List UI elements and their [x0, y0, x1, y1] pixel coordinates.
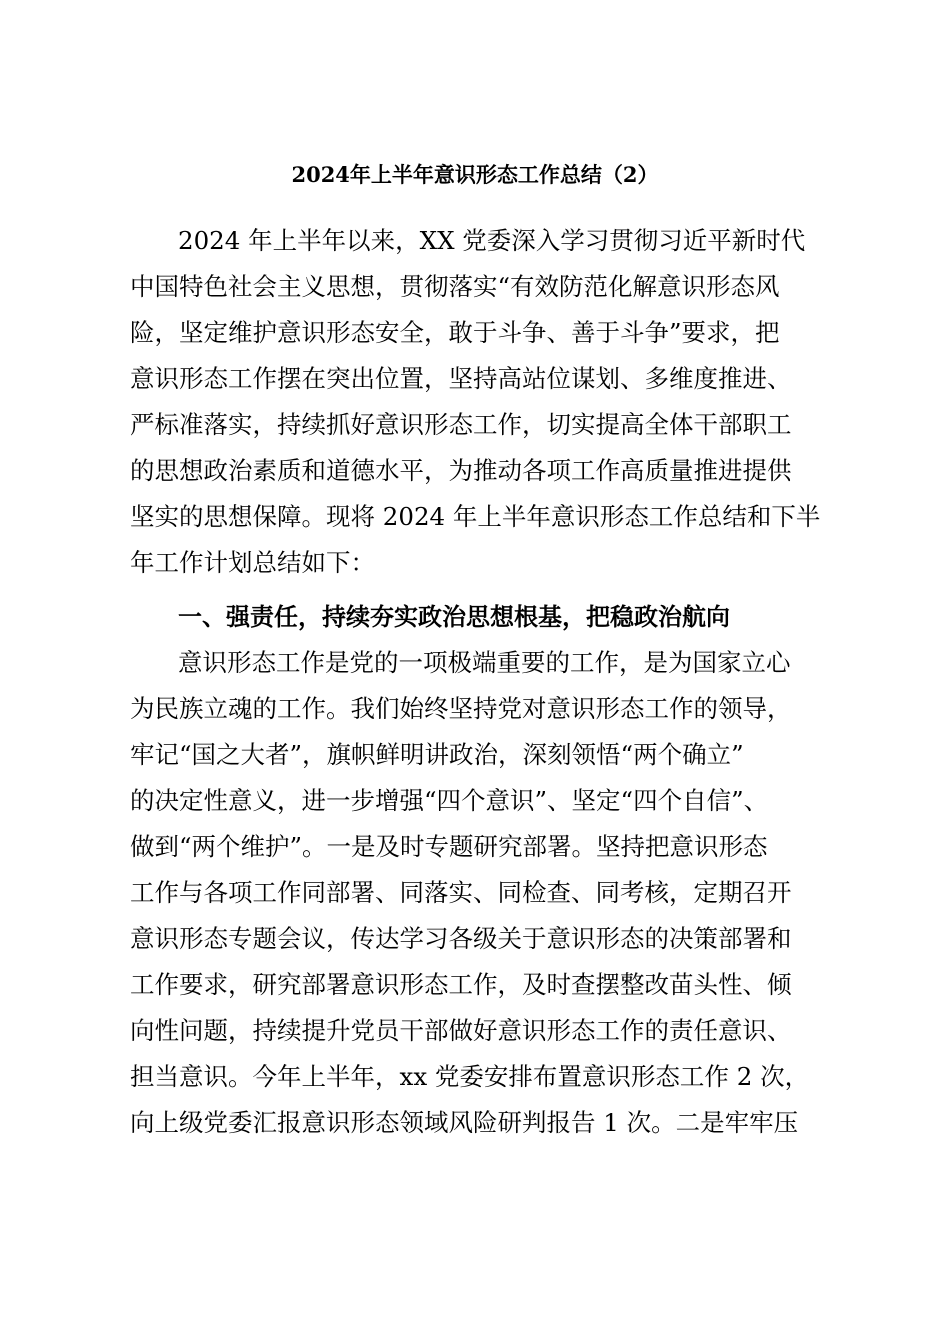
section-line: 的决定性意义，进一步增强“四个意识”、坚定“四个自信”、: [130, 786, 769, 815]
section-line: 工作与各项工作同部署、同落实、同检查、同考核，定期召开: [130, 878, 792, 907]
section-line: 担当意识。今年上半年，xx 党委安排布置意识形态工作 2 次，: [130, 1062, 810, 1091]
intro-line: 的思想政治素质和道德水平，为推动各项工作高质量推进提供: [130, 456, 792, 485]
intro-line: 中国特色社会主义思想，贯彻落实“有效防范化解意识形态风: [130, 272, 780, 301]
section-line: 牢记“国之大者”，旗帜鲜明讲政治，深刻领悟“两个确立”: [130, 740, 744, 769]
section-line: 意识形态工作是党的一项极端重要的工作，是为国家立心: [178, 648, 791, 677]
section-line: 向性问题，持续提升党员干部做好意识形态工作的责任意识、: [130, 1016, 792, 1045]
intro-line: 2024 年上半年以来，XX 党委深入学习贯彻习近平新时代: [178, 226, 806, 255]
intro-line: 意识形态工作摆在突出位置，坚持高站位谋划、多维度推进、: [130, 364, 792, 393]
section-line: 意识形态专题会议，传达学习各级关于意识形态的决策部署和: [130, 924, 792, 953]
section-heading: 一、强责任，持续夯实政治思想根基，把稳政治航向: [178, 603, 730, 631]
section-line: 做到“两个维护”。一是及时专题研究部署。坚持把意识形态: [130, 832, 768, 861]
section-line: 为民族立魂的工作。我们始终坚持党对意识形态工作的领导，: [130, 694, 792, 723]
document-title: 2024年上半年意识形态工作总结（2）: [291, 162, 659, 187]
section-line: 向上级党委汇报意识形态领域风险研判报告 1 次。二是牢牢压: [130, 1108, 799, 1137]
intro-line: 坚实的思想保障。现将 2024 年上半年意识形态工作总结和下半: [130, 502, 821, 531]
intro-line: 严标准落实，持续抓好意识形态工作，切实提高全体干部职工: [130, 410, 792, 439]
intro-line: 年工作计划总结如下：: [130, 548, 375, 577]
section-line: 工作要求，研究部署意识形态工作，及时查摆整改苗头性、倾: [130, 970, 792, 999]
intro-line: 险，坚定维护意识形态安全，敢于斗争、善于斗争”要求，把: [130, 318, 780, 347]
